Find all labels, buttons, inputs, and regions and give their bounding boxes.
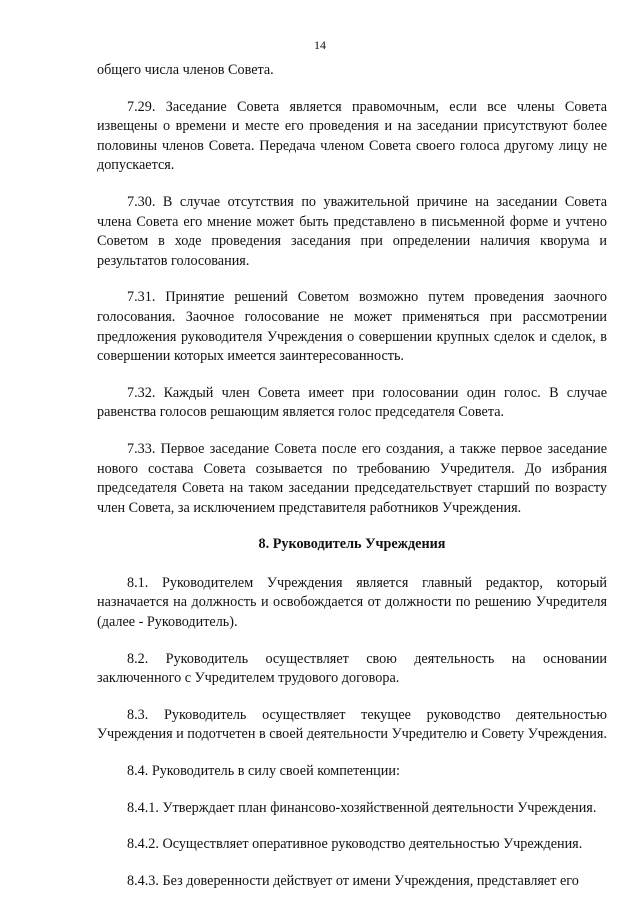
paragraph-8-3: 8.3. Руководитель осуществляет текущее руководство деятельностью Учреждения и подотчетен в своей деятельности Учредителю и Совету Учреждения.: [97, 706, 607, 743]
paragraph-8-1: 8.1. Руководителем Учреждения является главный редактор, который назначается на должность и освобождается от должности по решению Учредителя (далее - Руководитель).: [97, 574, 607, 631]
document-body: [97, 61, 607, 908]
paragraph-7-30: 7.30. В случае отсутствия по уважительной причине на заседании Совета члена Совета его мнение может быть представлено в письменной форме и учтено Советом в ходе проведения заседания при определении наличия кворума и результатов голосования.: [97, 193, 607, 269]
paragraph-7-32: 7.32. Каждый член Совета имеет при голосовании один голос. В случае равенства голосов решающим является голос председателя Совета.: [97, 384, 607, 421]
paragraph-8-4-3: 8.4.3. Без доверенности действует от имени Учреждения, представляет его: [127, 872, 579, 889]
paragraph-8-2: 8.2. Руководитель осуществляет свою деятельность на основании заключенного с Учредителем трудового договора.: [97, 650, 607, 687]
paragraph-8-4: 8.4. Руководитель в силу своей компетенции:: [127, 763, 400, 780]
paragraph-7-29: 7.29. Заседание Совета является правомочным, если все члены Совета извещены о времени и месте его проведения и на заседании присутствуют более половины членов Совета. Передача членом Совета своего голоса другому лицу не допускается.: [97, 98, 607, 174]
paragraph-7-31: 7.31. Принятие решений Советом возможно путем проведения заочного голосования. Заочное голосование не может применяться при рассмотрении предложения руководителя Учреждения о совершении крупных сделок и сделок, в совершении которых имеется заинтересованность.: [97, 289, 607, 365]
paragraph-8-4-1: 8.4.1. Утверждает план финансово-хозяйственной деятельности Учреждения.: [127, 799, 597, 816]
page-number: 14: [314, 38, 326, 52]
paragraph-8-4-2: 8.4.2. Осуществляет оперативное руководство деятельностью Учреждения.: [127, 836, 583, 853]
paragraph-continuation: общего числа членов Совета.: [97, 62, 274, 78]
section-heading: 8. Руководитель Учреждения: [258, 536, 446, 553]
paragraph-7-33: 7.33. Первое заседание Совета после его создания, а также первое заседание нового состава Совета созывается по требованию Учредителя. До избрания председателя Совета на таком заседании председательствует старший по возрасту член Совета, за исключением представителя работников Учреждения.: [97, 440, 607, 516]
